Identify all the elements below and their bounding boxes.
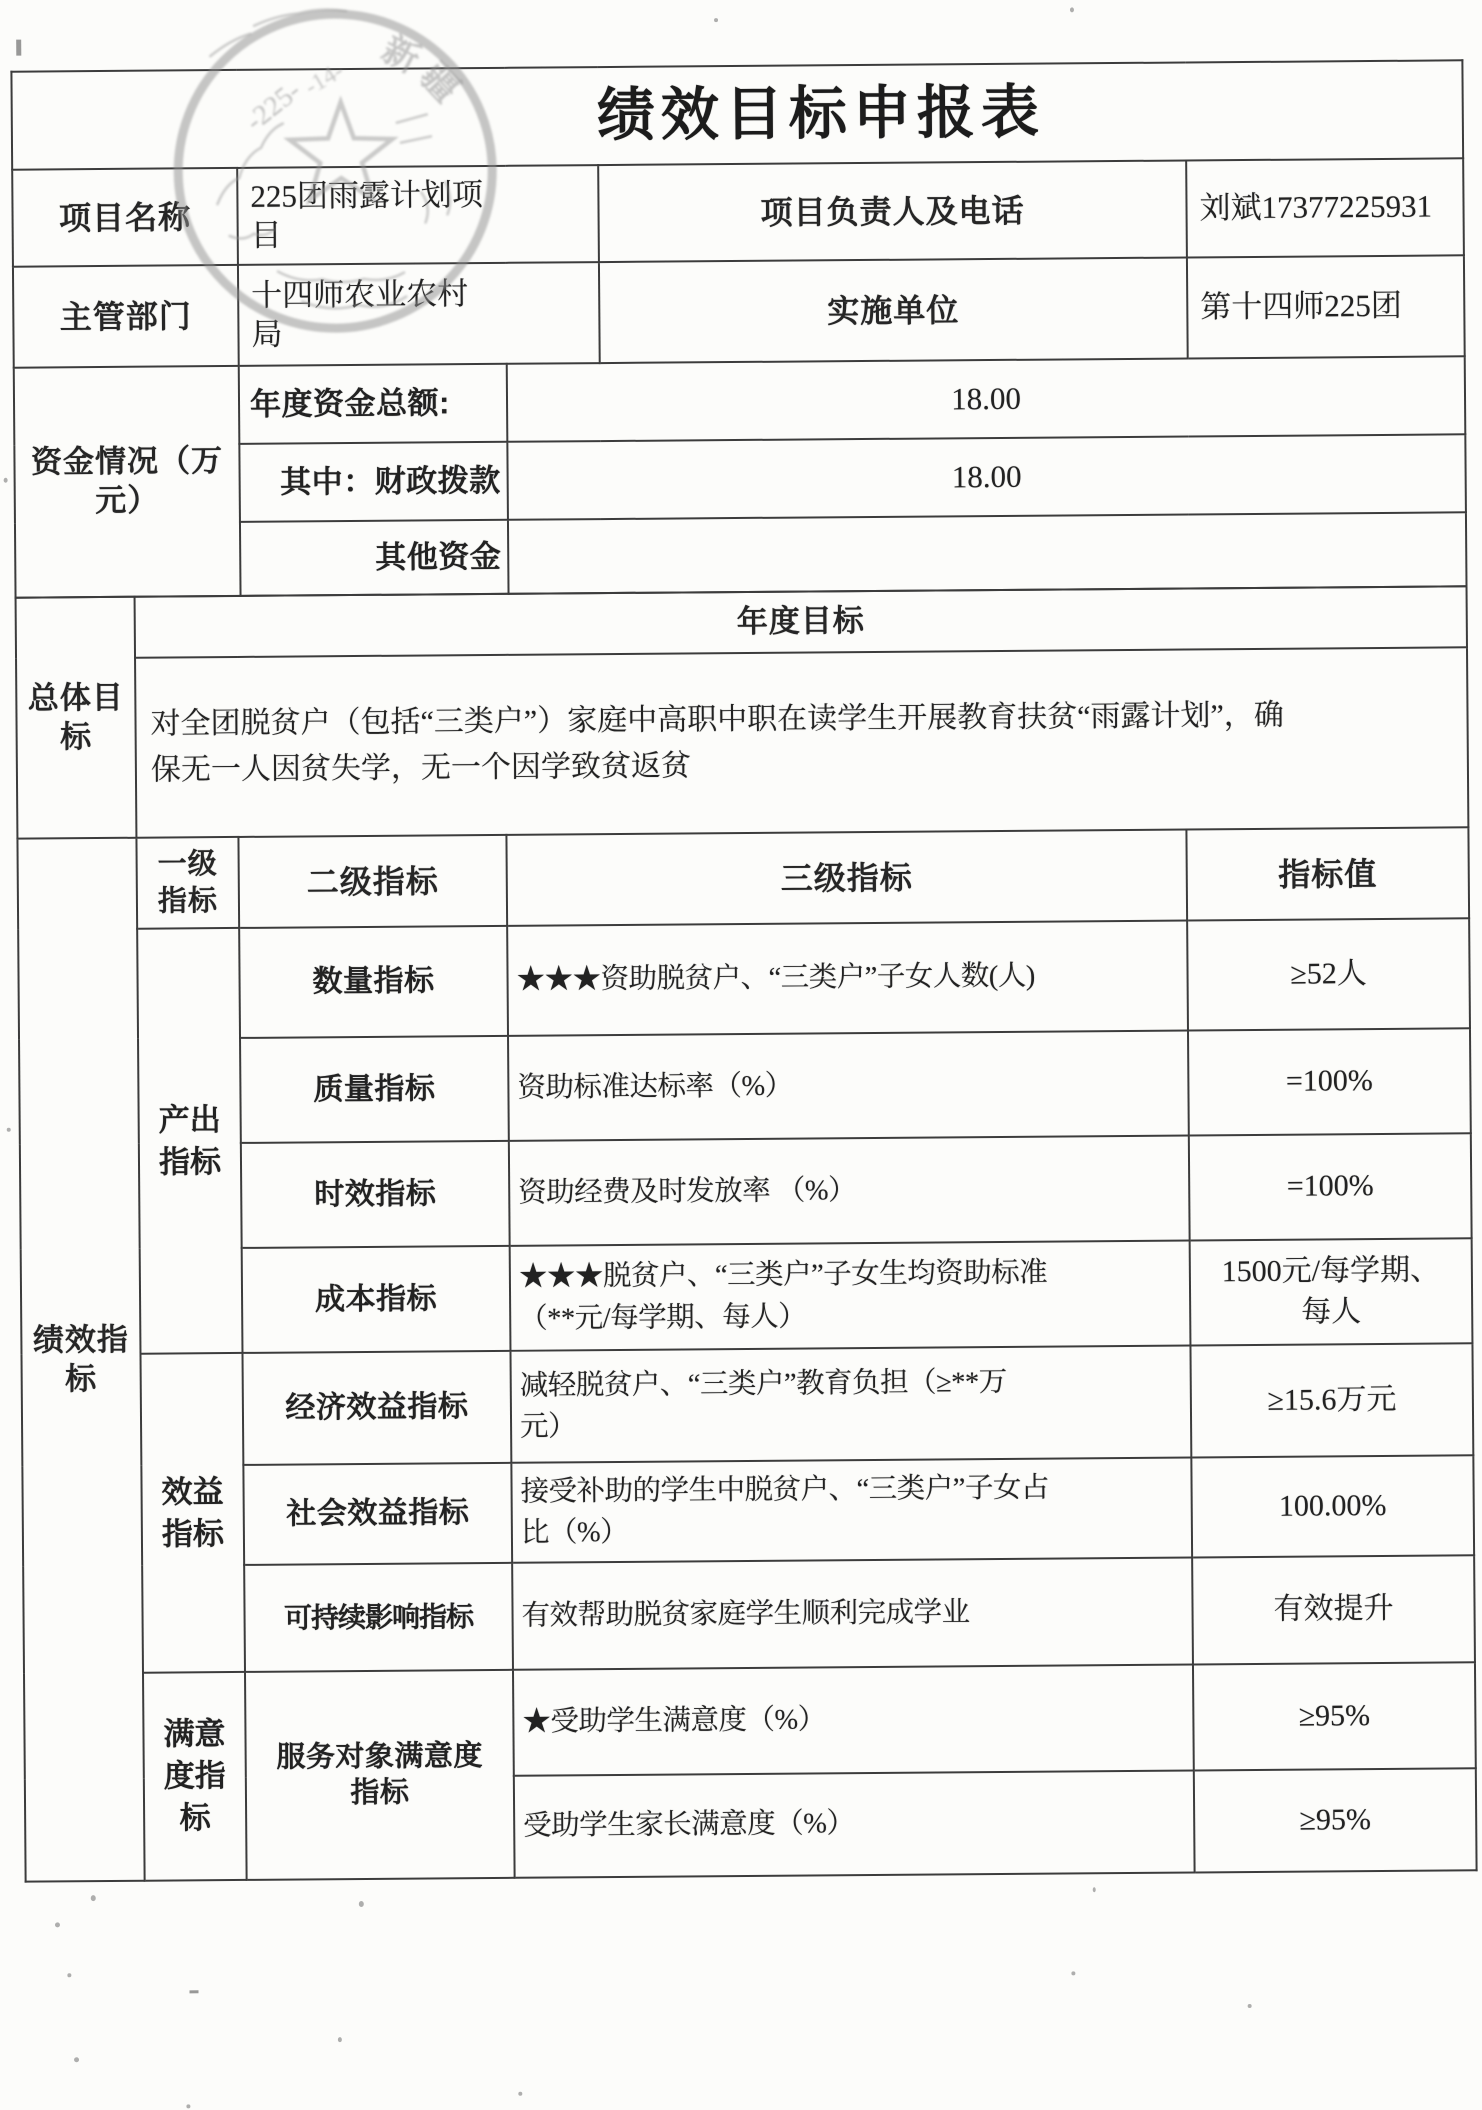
leader-value: 刘斌17377225931 <box>1186 158 1464 257</box>
group-output-label: 产出 指标 <box>137 928 242 1354</box>
form-table-top <box>10 59 1467 598</box>
funding-fiscal-value: 18.00 <box>507 434 1466 520</box>
indicator-value: 有效提升 <box>1192 1555 1475 1664</box>
dept-value: 十四师农业农村 局 <box>238 262 600 366</box>
header-level3: 三级指标 <box>506 829 1187 925</box>
funding-total-label: 年度资金总额: <box>239 364 508 444</box>
indicator-l3: 资助经费及时发放率 （%） <box>509 1135 1190 1245</box>
page-title: 绩效目标申报表 <box>11 60 1463 169</box>
indicator-value: ≥15.6万元 <box>1190 1343 1473 1457</box>
header-level1: 一级 指标 <box>136 837 239 929</box>
header-value: 指标值 <box>1186 827 1469 920</box>
form-table-indicators <box>15 585 1478 1882</box>
indicator-l2: 时效指标 <box>241 1141 510 1248</box>
leader-label: 项目负责人及电话 <box>598 160 1187 262</box>
dept-label: 主管部门 <box>13 265 239 368</box>
satisfaction-sub-label: 服务对象满意度 指标 <box>245 1670 515 1880</box>
header-level2: 二级指标 <box>238 835 507 928</box>
indicator-l2: 可持续影响指标 <box>244 1563 513 1672</box>
funding-total-value: 18.00 <box>507 356 1466 442</box>
indicator-l2: 成本指标 <box>242 1246 511 1353</box>
funding-other-label: 其他资金 <box>240 520 509 596</box>
overall-goal-label: 总体目 标 <box>16 597 137 839</box>
indicator-l2: 数量指标 <box>239 926 508 1038</box>
indicator-l2: 质量指标 <box>240 1036 509 1143</box>
group-benefit-label: 效益 指标 <box>140 1353 245 1673</box>
project-name-value: 225团雨露计划项 目 <box>237 165 599 265</box>
funding-fiscal-label: 其中：财政拨款 <box>239 442 508 522</box>
indicator-value: 100.00% <box>1191 1455 1474 1557</box>
scan-mark <box>16 40 21 56</box>
project-name-label: 项目名称 <box>12 168 238 267</box>
impl-unit-value: 第十四师225团 <box>1187 255 1465 358</box>
funding-other-value <box>508 512 1467 594</box>
annual-goal-header: 年度目标 <box>135 586 1467 657</box>
indicator-value: 1500元/每学期、 每人 <box>1190 1238 1473 1345</box>
performance-section-label: 绩效指 标 <box>17 838 144 1882</box>
indicator-l3: ★★★脱贫户、“三类户”子女生均资助标准 （**元/每学期、每人） <box>510 1240 1191 1350</box>
annual-goal-text: 对全团脱贫户（包括“三类户”）家庭中高职中职在读学生开展教育扶贫“雨露计划”，确 保无一人因贫失学，无一个因学致贫返贫 <box>135 647 1468 837</box>
group-satisfaction-label: 满意 度指 标 <box>143 1672 247 1881</box>
indicator-value: =100% <box>1188 1028 1471 1135</box>
indicator-value: ≥95% <box>1194 1768 1477 1872</box>
indicator-l2: 经济效益指标 <box>242 1351 511 1465</box>
indicator-l3: ★受助学生满意度（%） <box>513 1664 1194 1775</box>
indicator-l2: 社会效益指标 <box>243 1463 512 1565</box>
seal-serial-left: -225- <box>239 75 307 138</box>
funding-section-label: 资金情况（万 元） <box>14 366 241 598</box>
impl-unit-label: 实施单位 <box>599 257 1188 363</box>
indicator-l3: 有效帮助脱贫家庭学生顺利完成学业 <box>512 1557 1193 1669</box>
seal-arc-text: 新疆 <box>375 27 473 116</box>
indicator-l3: 接受补助的学生中脱贫户、“三类户”子女占 比（%） <box>511 1457 1192 1562</box>
indicator-value: ≥52人 <box>1187 918 1470 1030</box>
indicator-l3: 受助学生家长满意度（%） <box>514 1770 1195 1877</box>
seal-serial-right: -14- <box>300 57 349 101</box>
indicator-value: =100% <box>1189 1133 1472 1240</box>
indicator-l3: 减轻脱贫户、“三类户”教育负担（≥**万 元） <box>510 1345 1191 1462</box>
indicator-l3: ★★★资助脱贫户、“三类户”子女人数(人) <box>507 920 1188 1035</box>
indicator-l3: 资助标准达标率（%） <box>508 1030 1189 1140</box>
indicator-value: ≥95% <box>1193 1662 1476 1770</box>
